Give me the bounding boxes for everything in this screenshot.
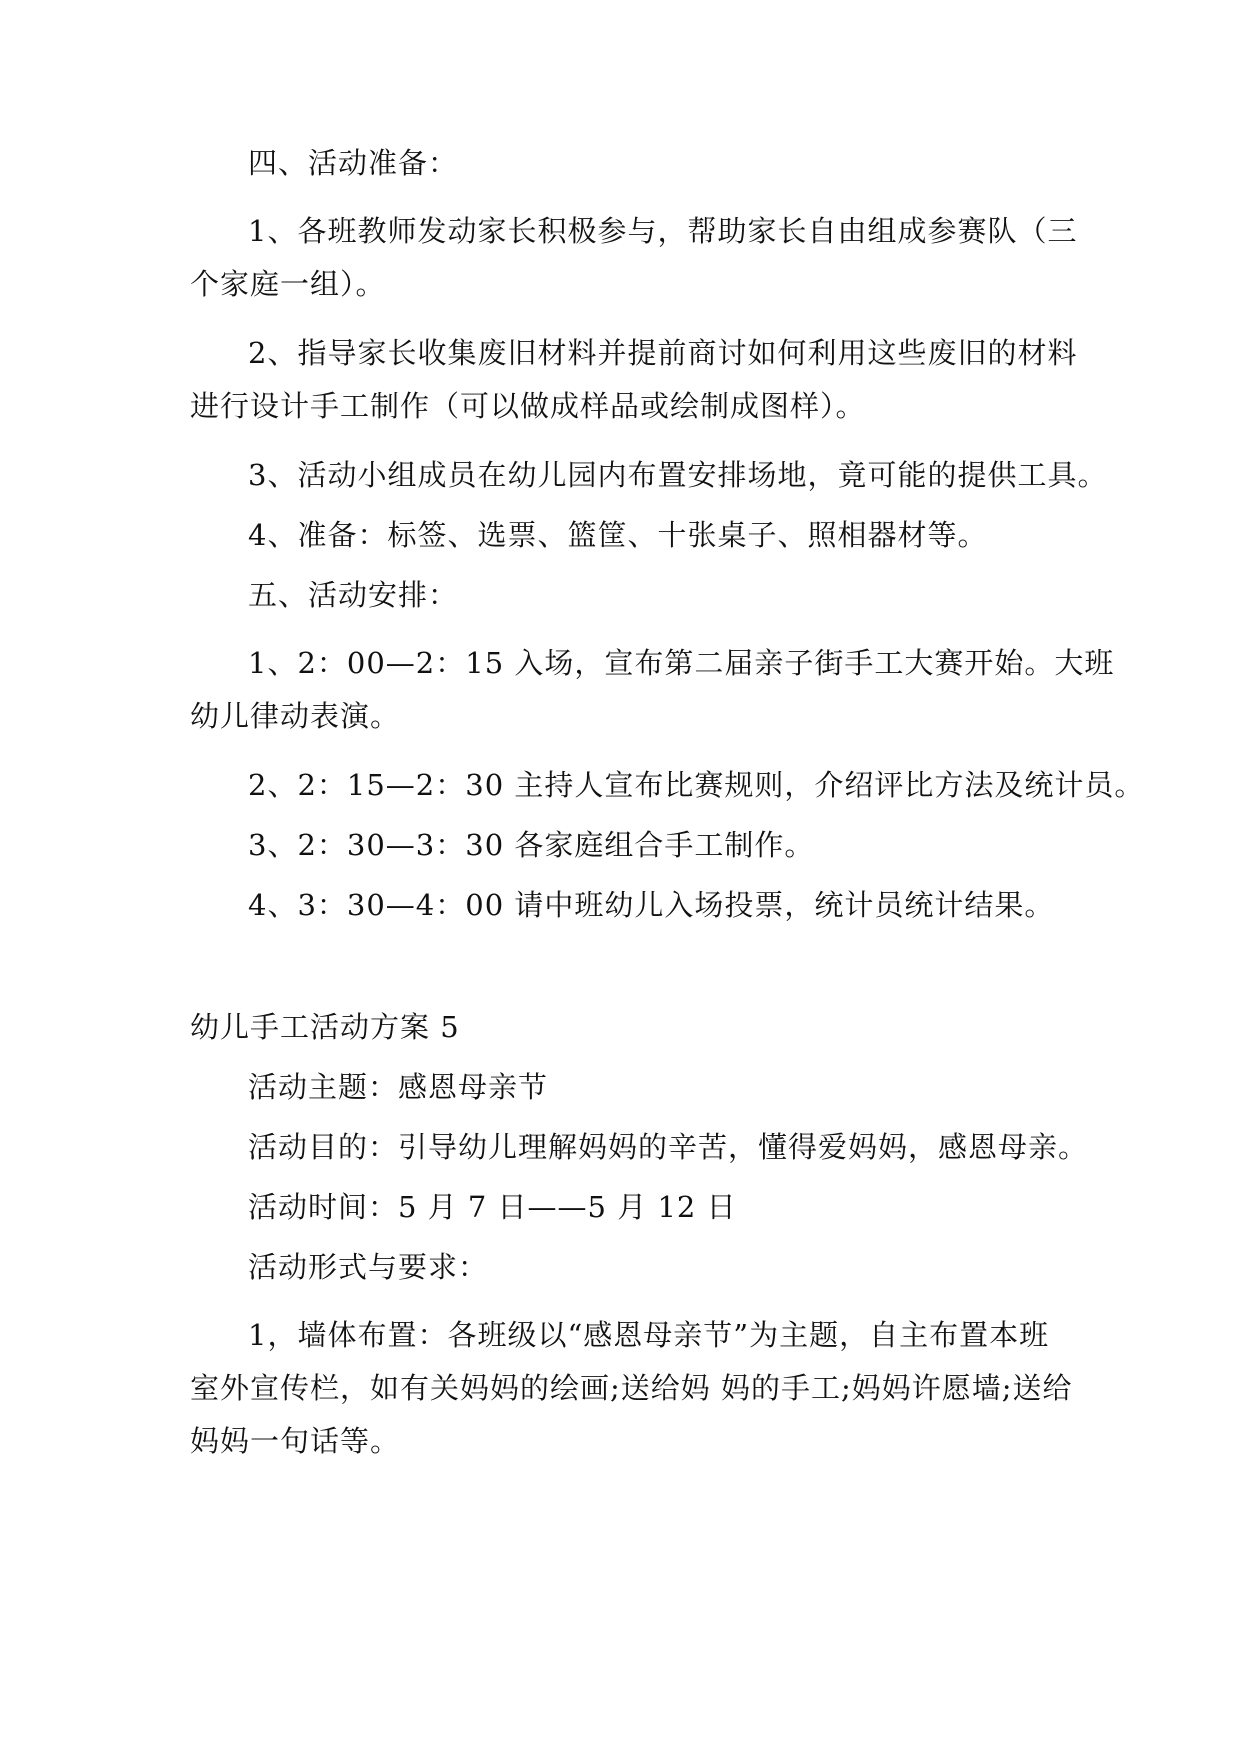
section-4-heading: 四、活动准备： <box>248 146 459 180</box>
schedule-item-1-line-1: 1、2：00—2：15 入场，宣布第二届亲子街手工大赛开始。大班 <box>248 646 1115 680</box>
prep-item-1-line-2: 个家庭一组）。 <box>190 267 386 301</box>
prep-item-4: 4、准备：标签、选票、篮筐、十张桌子、照相器材等。 <box>248 518 988 552</box>
activity-form-heading: 活动形式与要求： <box>248 1250 489 1284</box>
activity-goal: 活动目的：引导幼儿理解妈妈的辛苦，懂得爱妈妈，感恩母亲。 <box>248 1130 1089 1164</box>
prep-item-1-line-1: 1、各班教师发动家长积极参与，帮助家长自由组成参赛队（三 <box>248 214 1078 248</box>
form-item-1-line-3: 妈妈一句话等。 <box>190 1424 401 1458</box>
form-item-1-line-2: 室外宣传栏，如有关妈妈的绘画;送给妈 妈的手工;妈妈许愿墙;送给 <box>190 1371 1073 1405</box>
activity-time: 活动时间：5 月 7 日——5 月 12 日 <box>248 1190 737 1224</box>
prep-item-3: 3、活动小组成员在幼儿园内布置安排场地，竟可能的提供工具。 <box>248 458 1108 492</box>
activity-theme: 活动主题：感恩母亲节 <box>248 1070 549 1104</box>
schedule-item-4: 4、3：30—4：00 请中班幼儿入场投票，统计员统计结果。 <box>248 888 1055 922</box>
form-item-1-line-1: 1，墙体布置：各班级以“感恩母亲节”为主题，自主布置本班 <box>248 1318 1050 1352</box>
schedule-item-3: 3、2：30—3：30 各家庭组合手工制作。 <box>248 828 815 862</box>
plan-5-title: 幼儿手工活动方案 5 <box>190 1010 460 1044</box>
prep-item-2-line-2: 进行设计手工制作（可以做成样品或绘制成图样）。 <box>190 389 866 423</box>
schedule-item-2: 2、2：15—2：30 主持人宣布比赛规则，介绍评比方法及统计员。 <box>248 768 1145 802</box>
prep-item-2-line-1: 2、指导家长收集废旧材料并提前商讨如何利用这些废旧的材料 <box>248 336 1078 370</box>
schedule-item-1-line-2: 幼儿律动表演。 <box>190 699 401 733</box>
section-5-heading: 五、活动安排： <box>248 578 459 612</box>
